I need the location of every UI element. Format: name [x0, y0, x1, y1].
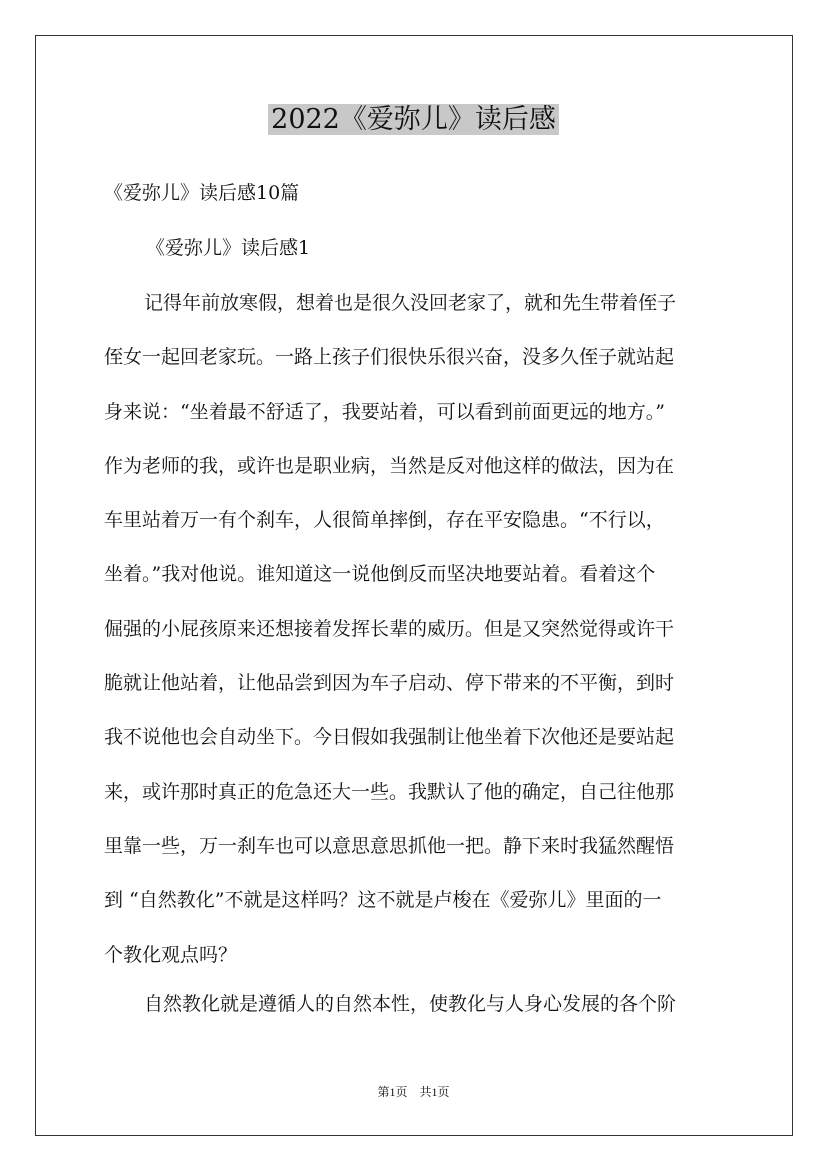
paragraph-line: 里靠一些，万一刹车也可以意思意思抓他一把。静下来时我猛然醒悟 [104, 834, 675, 857]
paragraph-line: 车里站着万一有个刹车，人很简单摔倒，存在平安隐患。“不行以， [104, 509, 665, 532]
paragraph-line: 记得年前放寒假，想着也是很久没回老家了，就和先生带着侄子 [144, 292, 677, 314]
document-title-text: 2022《爱弥儿》读后感 [268, 104, 559, 135]
document-title [0, 100, 827, 140]
paragraph-line: 自然教化就是遵循人的自然本性，使教化与人身心发展的各个阶 [144, 993, 677, 1015]
page-footer: 第1页 共1页 [377, 1085, 450, 1099]
paragraph-line: 作为老师的我，或许也是职业病，当然是反对他这样的做法，因为在 [104, 454, 675, 477]
paragraph-line: 脆就让他站着，让他品尝到因为车子启动、停下带来的不平衡，到时 [104, 672, 675, 695]
section-heading: 《爱弥儿》读后感1 [146, 237, 311, 259]
paragraph-line: 我不说他也会自动坐下。今日假如我强制让他坐着下次他还是要站起 [104, 726, 675, 749]
paragraph-line: 坐着。”我对他说。谁知道这一说他倒反而坚决地要站着。看着这个 [104, 563, 656, 586]
paragraph-line: 身来说：“坐着最不舒适了，我要站着，可以看到前面更远的地方。” [104, 400, 665, 423]
paragraph-line: 个教化观点吗？ [104, 943, 238, 966]
paragraph-line: 倔强的小屁孩原来还想接着发挥长辈的威历。但是又突然觉得或许干 [104, 617, 675, 640]
paragraph-line: 侄女一起回老家玩。一路上孩子们很快乐很兴奋，没多久侄子就站起 [104, 346, 675, 369]
document-subtitle: 《爱弥儿》读后感10篇 [104, 182, 300, 204]
paragraph-2 [104, 977, 724, 1031]
paragraph-line: 到 “自然教化”不就是这样吗？这不就是卢梭在《爱弥儿》里面的一 [104, 889, 662, 912]
paragraph-1 [104, 276, 724, 982]
paragraph-line: 来，或许那时真正的危急还大一些。我默认了他的确定，自己往他那 [104, 780, 675, 803]
